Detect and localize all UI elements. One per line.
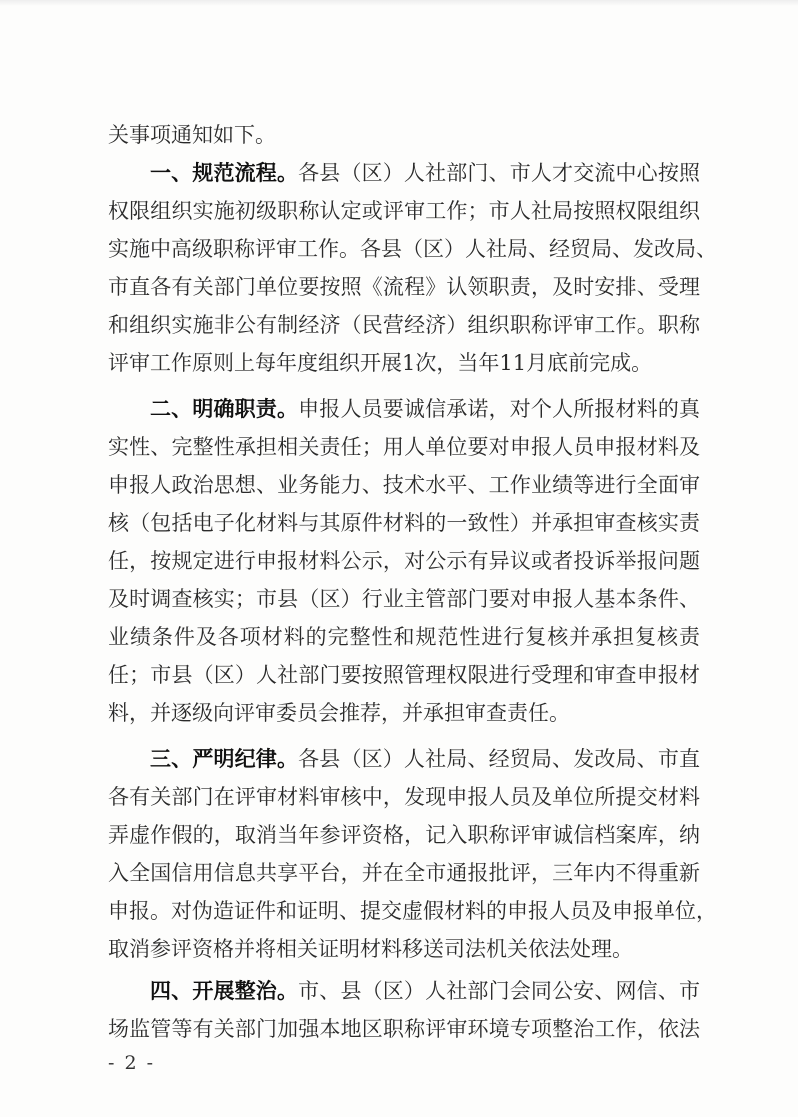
section-1-heading: 一、规范流程。 bbox=[150, 161, 299, 185]
text-line: 取消参评资格并将相关证明材料移送司法机关依法处理。 bbox=[108, 937, 633, 961]
text-line: 权限组织实施初级职称认定或评审工作；市人社局按照权限组织 bbox=[108, 199, 700, 223]
section-4-text: 市、县（区）人社部门会同公安、网信、市 bbox=[298, 979, 701, 1003]
text-line: 关事项通知如下。 bbox=[108, 123, 276, 147]
text-line: 弄虚作假的，取消当年参评资格，记入职称评审诚信档案库，纳 bbox=[108, 823, 700, 847]
section-2-line bbox=[150, 392, 700, 426]
text-line: 入全国信用信息共享平台，并在全市通报批评，三年内不得重新 bbox=[108, 861, 700, 885]
text-line: 料，并逐级向评审委员会推荐，并承担审查责任。 bbox=[108, 701, 570, 725]
text-line: 评审工作原则上每年度组织开展1次，当年11月底前完成。 bbox=[108, 351, 653, 375]
section-4-line bbox=[150, 974, 700, 1008]
section-3-text: 各县（区）人社局、经贸局、发改局、市直 bbox=[298, 747, 701, 771]
text-line: 核（包括电子化材料与其原件材料的一致性）并承担审查核实责 bbox=[108, 511, 700, 535]
text-line: 场监管等有关部门加强本地区职称评审环境专项整治工作，依法 bbox=[108, 1017, 700, 1041]
text-line: 和组织实施非公有制经济（民营经济）组织职称评审工作。职称 bbox=[108, 313, 700, 337]
text-line: 业绩条件及各项材料的完整性和规范性进行复核并承担复核责 bbox=[108, 625, 700, 649]
text-line: 申报人政治思想、业务能力、技术水平、工作业绩等进行全面审 bbox=[108, 473, 700, 497]
section-4-heading: 四、开展整治。 bbox=[150, 979, 299, 1003]
page-number: - 2 - bbox=[108, 1052, 156, 1074]
section-3-heading: 三、严明纪律。 bbox=[150, 747, 299, 771]
section-1-line bbox=[150, 156, 700, 190]
text-line: 各有关部门在评审材料审核中，发现申报人员及单位所提交材料 bbox=[108, 785, 700, 809]
text-line: 实性、完整性承担相关责任；用人单位要对申报人员申报材料及 bbox=[108, 435, 700, 459]
text-line: 任；市县（区）人社部门要按照管理权限进行受理和审查申报材 bbox=[108, 663, 700, 687]
text-line: 任，按规定进行申报材料公示，对公示有异议或者投诉举报问题 bbox=[108, 549, 700, 573]
scan-shadow bbox=[0, 0, 798, 6]
section-1-text: 各县（区）人社部门、市人才交流中心按照 bbox=[298, 161, 701, 185]
text-line: 申报。对伪造证件和证明、提交虚假材料的申报人员及申报单位， bbox=[108, 899, 717, 923]
text-line: 实施中高级职称评审工作。各县（区）人社局、经贸局、发改局、 bbox=[108, 237, 717, 261]
text-line: 市直各有关部门单位要按照《流程》认领职责，及时安排、受理 bbox=[108, 275, 700, 299]
section-3-line bbox=[150, 742, 700, 776]
section-2-text: 申报人员要诚信承诺，对个人所报材料的真 bbox=[298, 397, 701, 421]
text-line: 及时调查核实；市县（区）行业主管部门要对申报人基本条件、 bbox=[108, 587, 700, 611]
section-2-heading: 二、明确职责。 bbox=[150, 397, 299, 421]
